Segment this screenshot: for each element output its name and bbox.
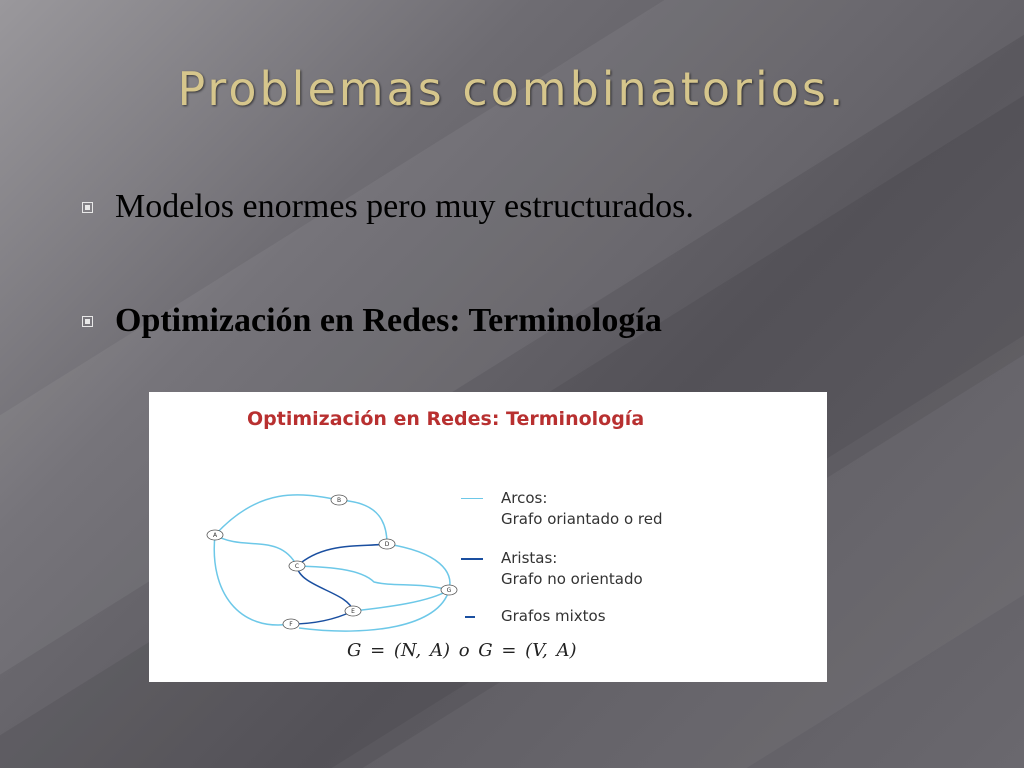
graph-edge xyxy=(291,611,353,624)
legend-heading: Aristas: xyxy=(501,549,558,567)
legend-item xyxy=(501,488,663,530)
bullet-square-icon xyxy=(82,316,93,327)
node-label: F xyxy=(289,621,293,628)
bullet-text: Optimización en Redes: Terminología xyxy=(115,302,662,339)
edge-line-icon xyxy=(461,558,483,560)
legend-heading: Arcos: xyxy=(501,489,548,507)
figure-title: Optimización en Redes: Terminología xyxy=(247,408,645,430)
node-label: C xyxy=(294,563,300,570)
legend-description: Grafo oriantado o red xyxy=(501,510,663,528)
graph-formula: G = (N, A) o G = (V, A) xyxy=(347,640,577,661)
graph-arc xyxy=(353,590,449,611)
node-label: G xyxy=(446,587,452,594)
node-label: A xyxy=(212,532,218,539)
legend-description: Grafo no orientado xyxy=(501,570,643,588)
legend-item xyxy=(501,606,606,627)
graph-edge xyxy=(297,566,353,611)
graph-arc xyxy=(215,495,342,535)
legend-item xyxy=(501,548,643,590)
bullet-square-icon xyxy=(82,202,93,213)
graph-arc xyxy=(215,535,297,566)
graph-arc xyxy=(387,544,450,590)
graph-edge xyxy=(297,544,387,566)
network-figure xyxy=(149,392,827,682)
mixed-line-icon xyxy=(465,616,475,618)
node-label: B xyxy=(336,497,342,504)
graph-arc xyxy=(339,500,387,544)
network-graph xyxy=(149,392,827,682)
node-label: E xyxy=(351,608,355,615)
arc-line-icon xyxy=(461,498,483,499)
graph-arc xyxy=(299,590,449,631)
slide-title: Problemas combinatorios. xyxy=(177,62,847,116)
bullet-text: Modelos enormes pero muy estructurados. xyxy=(115,188,694,225)
legend-heading: Grafos mixtos xyxy=(501,607,606,625)
node-label: D xyxy=(384,541,390,548)
bullet-item xyxy=(82,188,694,226)
bullet-item xyxy=(82,302,662,340)
